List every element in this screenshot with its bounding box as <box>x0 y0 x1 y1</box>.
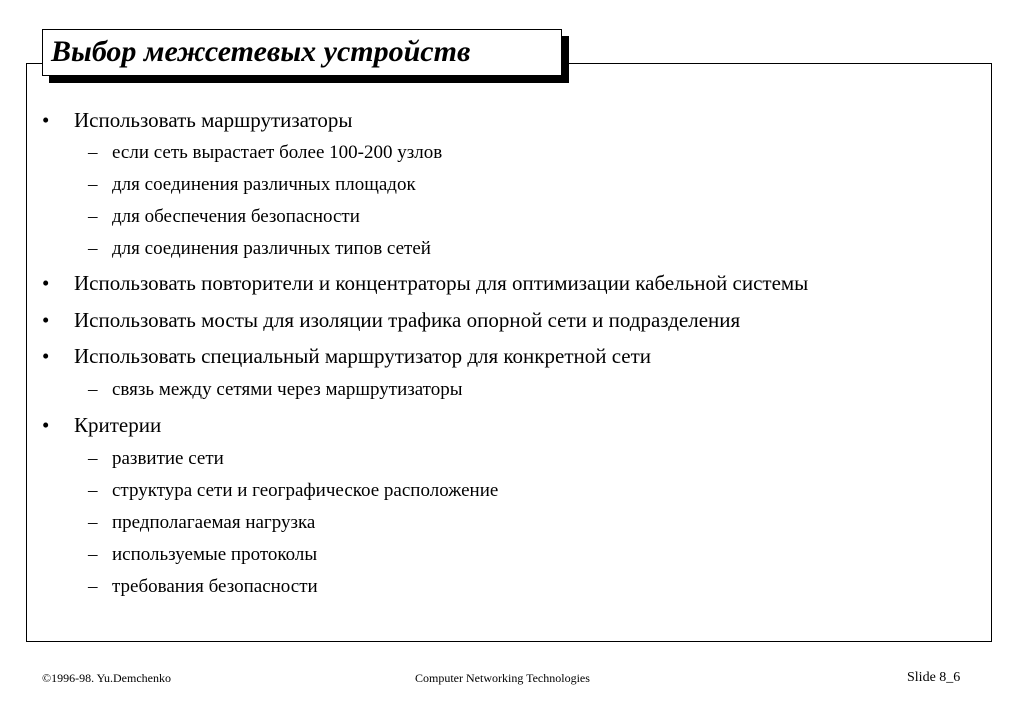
title-box <box>42 29 562 76</box>
sub-item <box>88 447 224 471</box>
bullet-text: Использовать маршрутизаторы <box>74 108 353 132</box>
sub-marker: – <box>88 238 98 259</box>
sub-text: для соединения различных типов сетей <box>112 238 431 259</box>
bullet-item <box>42 307 740 333</box>
footer-course: Computer Networking Technologies <box>415 671 590 685</box>
footer-copyright: ©1996-98. Yu.Demchenko <box>42 671 171 685</box>
sub-text: предполагаемая нагрузка <box>112 512 316 533</box>
bullet-text: Использовать специальный маршрутизатор для конкретной сети <box>74 344 652 368</box>
sub-text: для соединения различных площадок <box>112 174 416 195</box>
sub-text: используемые протоколы <box>112 544 318 565</box>
sub-item <box>88 237 431 261</box>
sub-item <box>88 543 317 567</box>
bullet-item <box>42 412 161 438</box>
bullet-item <box>42 343 651 369</box>
bullet-text: Использовать мосты для изоляции трафика опорной сети и подразделения <box>74 308 741 332</box>
bullet-marker: • <box>42 344 50 368</box>
bullet-item <box>42 107 352 133</box>
sub-item <box>88 205 360 229</box>
sub-marker: – <box>88 480 98 501</box>
footer-slide-number: Slide 8_6 <box>907 670 961 685</box>
sub-text: если сеть вырастает более 100-200 узлов <box>112 142 443 163</box>
sub-marker: – <box>88 379 98 400</box>
sub-text: структура сети и географическое расположение <box>112 480 499 501</box>
sub-marker: – <box>88 544 98 565</box>
sub-marker: – <box>88 142 98 163</box>
bullet-text: Использовать повторители и концентраторы для оптимизации кабельной системы <box>74 271 809 295</box>
bullet-item <box>42 270 808 296</box>
sub-marker: – <box>88 448 98 469</box>
sub-item <box>88 141 442 165</box>
bullet-marker: • <box>42 308 50 332</box>
sub-item <box>88 479 498 503</box>
sub-text: требования безопасности <box>112 576 318 597</box>
sub-text: для обеспечения безопасности <box>112 206 360 227</box>
sub-item <box>88 511 315 535</box>
bullet-marker: • <box>42 108 50 132</box>
sub-marker: – <box>88 512 98 533</box>
sub-marker: – <box>88 576 98 597</box>
sub-item <box>88 173 416 197</box>
bullet-marker: • <box>42 271 50 295</box>
bullet-text: Критерии <box>74 413 162 437</box>
sub-text: развитие сети <box>112 448 224 469</box>
sub-item <box>88 575 318 599</box>
sub-marker: – <box>88 174 98 195</box>
bullet-marker: • <box>42 413 50 437</box>
slide-title: Выбор межсетевых устройств <box>51 35 471 68</box>
sub-item <box>88 378 463 402</box>
sub-text: связь между сетями через маршрутизаторы <box>112 379 463 400</box>
sub-marker: – <box>88 206 98 227</box>
